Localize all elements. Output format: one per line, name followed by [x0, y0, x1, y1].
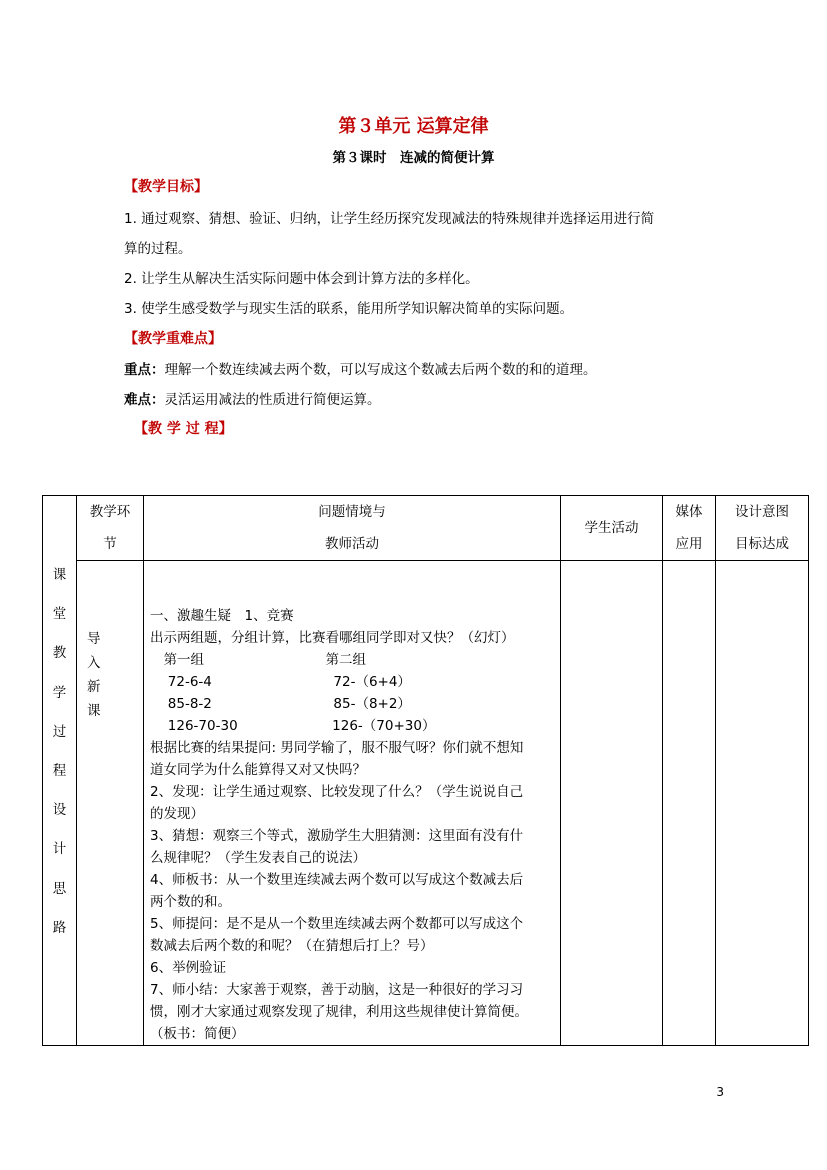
table-row [43, 561, 809, 1046]
key-point [124, 358, 597, 378]
difficult-point-label: 难点： [124, 392, 165, 408]
objectives-heading: 【教学目标】 [124, 179, 208, 195]
page-number: 3 [716, 1085, 724, 1099]
keypoints-heading: 【教学重难点】 [124, 331, 222, 347]
header-situation: 问题情境与 教师活动 [144, 496, 561, 561]
objective-1-cont: 算的过程。 [124, 241, 192, 257]
difficult-point [124, 388, 381, 408]
table-header-row [43, 496, 809, 561]
header-media: 媒体 应用 [663, 496, 716, 561]
key-point-label: 重点： [124, 362, 165, 378]
side-label: 课 堂 教 学 过 程 设 计 思 路 [43, 496, 77, 1046]
header-stage: 教学环 节 [77, 496, 144, 561]
stage-label: 导 入 新 课 [77, 561, 144, 1046]
process-heading: 【教 学 过 程】 [134, 421, 233, 437]
difficult-point-text: 灵活运用减法的性质进行简便运算。 [164, 392, 381, 408]
media-cell [663, 561, 716, 1046]
objective-3: 3. 使学生感受数学与现实生活的联系，能用所学知识解决简单的实际问题。 [124, 301, 574, 317]
lesson-subtitle: 第３课时 连减的简便计算 [332, 150, 495, 166]
objective-2: 2. 让学生从解决生活实际问题中体会到计算方法的多样化。 [124, 271, 479, 287]
lesson-process-table [42, 495, 809, 1046]
header-design: 设计意图 目标达成 [716, 496, 809, 561]
situation-content: 一、激趣生疑 1、竞赛 出示两组题，分组计算，比赛看哪组同学即对又快？（幻灯） 第一组 第二组 72-6-4 72-（6+4） 85-8-2 85-（8+2） 126-70-30 126-（70+30） 根据比赛的结果提问: 男同学输了，服不服气呀？你们就不想知 道女同学为什么能算得又对又快吗？ 2、发现：让学生通过观察、比较发现了什么？（学生说说自己 的发现） 3、猜想：观察三个等式，激励学生大胆猜测：这里面有没有什 么规律呢？（学生发表自己的说法） 4、师板书：从一个数里连续减去两个数可以写成这个数减去后 两个数的和。 5、师提问：是不是从一个数里连续减去两个数都可以写成这个 数减去后两个数的和呢？（在猜想后打上？号） 6、举例验证 7、师小结：大家善于观察，善于动脑，这是一种很好的学习习 惯，刚才大家通过观察发现了规律，利用这些规律使计算简便。 （板书：简便） [144, 561, 561, 1046]
key-point-text: 理解一个数连续减去两个数，可以写成这个数减去后两个数的和的道理。 [164, 362, 597, 378]
design-cell [716, 561, 809, 1046]
student-activity-cell [561, 561, 663, 1046]
header-student: 学生活动 [561, 496, 663, 561]
page-title: 第３单元 运算定律 [338, 116, 489, 137]
objective-1: 1. 通过观察、猜想、验证、归纳，让学生经历探究发现减法的特殊规律并选择运用进行简 [124, 211, 655, 227]
